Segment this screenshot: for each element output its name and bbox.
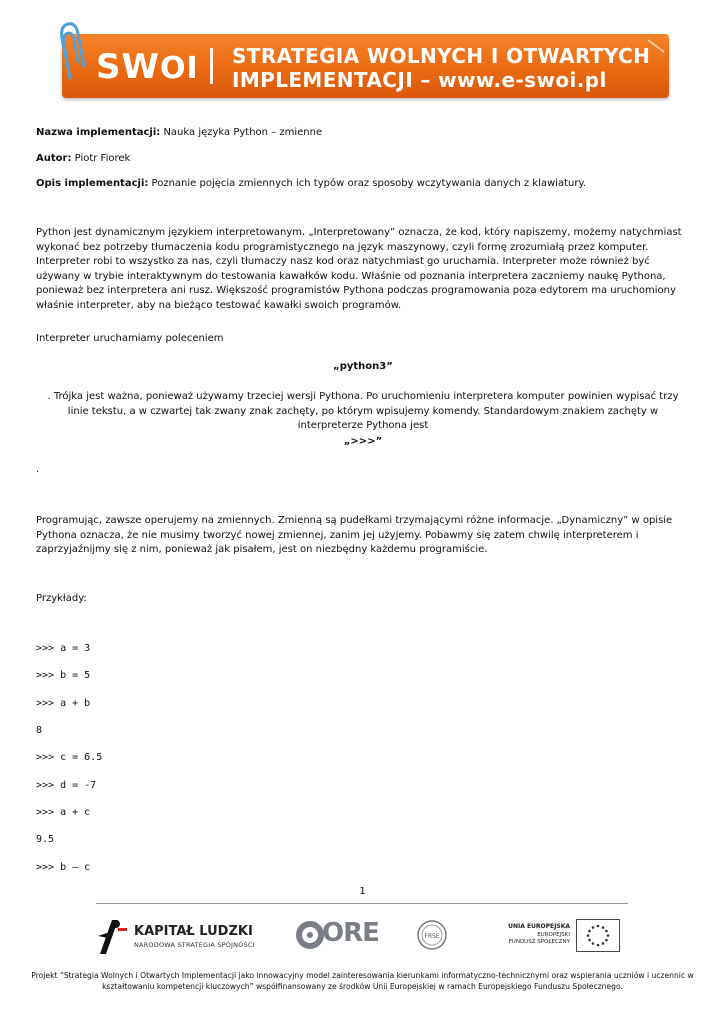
code-line: >>> a + c bbox=[36, 807, 91, 818]
implementation-name bbox=[36, 126, 322, 140]
code-line: >>> c = 6.5 bbox=[36, 752, 103, 763]
code-line: 9.5 bbox=[36, 834, 55, 845]
frse-seal-icon bbox=[416, 919, 448, 951]
footer-divider bbox=[96, 903, 628, 904]
ore-logo-text: ORE bbox=[322, 918, 379, 948]
pencil-icon bbox=[646, 38, 666, 58]
desc-value: Poznanie pojęcia zmiennych ich typów oraz sposoby wczytywania danych z klawiatury. bbox=[148, 178, 587, 189]
code-line: >>> a + b bbox=[36, 698, 91, 709]
paperclip-icon bbox=[56, 18, 86, 82]
command-python3: „python3” bbox=[333, 361, 393, 372]
banner-title-line1: STRATEGIA WOLNYCH I OTWARTYCH bbox=[232, 44, 651, 68]
eu-line2: EUROPEJSKI bbox=[537, 932, 570, 938]
frse-seal-text: FRSE bbox=[424, 933, 440, 940]
author-label: Autor: bbox=[36, 153, 72, 164]
code-line: >>> a = 3 bbox=[36, 643, 91, 654]
footer-project-note: Projekt “Strategia Wolnych i Otwartych Implementacji jako innowacyjny model zainteresowania kierunkami informatyczno-technicznymi oraz wspierania uczniów i uczennic w kształtowaniu kompetencji kluczowych” współfinansowany ze środków Unii Europejskiej w ramach Europejskiego Funduszu Społecznego. bbox=[31, 971, 694, 991]
page-number: 1 bbox=[359, 886, 366, 897]
kapital-ludzki-logo-icon bbox=[96, 914, 130, 956]
desc-label: Opis implementacji: bbox=[36, 178, 149, 189]
eu-flag-icon bbox=[576, 919, 620, 952]
paragraph-prompt: . Trójka jest ważna, ponieważ używamy trzeciej wersji Pythona. Po uruchomieniu interpretera komputer powinien wypisać trzy linie tekstu, a w czwartej tak zwany znak zachęty, po którym wpisujemy komendy. Standardowym znakiem zachęty w interpreterze Pythona jest bbox=[47, 391, 679, 431]
command-prompt: „>>>” bbox=[343, 436, 383, 447]
code-line: >>> d = -7 bbox=[36, 780, 97, 791]
banner-title-line2: IMPLEMENTACJI – www.e-swoi.pl bbox=[232, 68, 607, 92]
paragraph-examples: Przykłady: bbox=[36, 593, 87, 604]
code-line: >>> b – c bbox=[36, 862, 91, 873]
paragraph-variables: Programując, zawsze operujemy na zmiennych. Zmienną są pudełkami trzymającymi różne informacje. „Dynamiczny” w opisie Pythona oznacza, że nie musimy tworzyć nowej zmiennej, zanim jej użyjemy. Pobawmy się zatem chwilę interpreterem i zaprzyjaźnijmy się z nim, ponieważ jak pisałem, jest on niezbędny każdemu programiście. bbox=[36, 515, 673, 555]
eu-title: UNIA EUROPEJSKA bbox=[508, 923, 570, 930]
paragraph-intro: Python jest dynamicznym językiem interpretowanym. „Interpretowany” oznacza, że kod, który napiszemy, możemy natychmiast wykonać bez potrzeby tłumaczenia kodu programistycznego na język maszynowy, czyli formę zrozumiałą przez komputer. Interpreter robi to wszystko za nas, czyli tłumaczy nasz kod oraz natychmiast go uruchamia. Interpreter może również być używany w trybie interaktywnym do testowania kawałków kodu. Właśnie od poznania interpretera zaczniemy naukę Pythona, ponieważ bez interpretera ani rusz. Większość programistów Pythona podczas programowania poza edytorem ma uruchomiony właśnie interpreter, aby na bieżąco testować kawałki swoich programów. bbox=[36, 227, 682, 311]
kapital-ludzki-subtitle: NARODOWA STRATEGIA SPÓJNOŚCI bbox=[134, 941, 255, 949]
implementation-description bbox=[36, 177, 586, 191]
paragraph-interpreter: Interpreter uruchamiamy poleceniem bbox=[36, 333, 224, 344]
name-label: Nazwa implementacji: bbox=[36, 127, 161, 138]
logo-divider bbox=[210, 48, 213, 84]
author bbox=[36, 152, 130, 166]
logo-text: SW bbox=[96, 47, 160, 87]
eu-line3: FUNDUSZ SPOŁECZNY bbox=[508, 939, 570, 945]
ore-logo-icon bbox=[296, 921, 324, 949]
kapital-ludzki-title: KAPITAŁ LUDZKI bbox=[134, 924, 253, 939]
paragraph-dot: . bbox=[36, 464, 40, 475]
name-value: Nauka języka Python – zmienne bbox=[160, 127, 323, 138]
author-value: Piotr Fiorek bbox=[71, 153, 131, 164]
code-line: >>> b = 5 bbox=[36, 670, 91, 681]
code-line: 8 bbox=[36, 725, 43, 736]
logo bbox=[96, 47, 199, 89]
logo-suffix: OI bbox=[160, 51, 199, 86]
